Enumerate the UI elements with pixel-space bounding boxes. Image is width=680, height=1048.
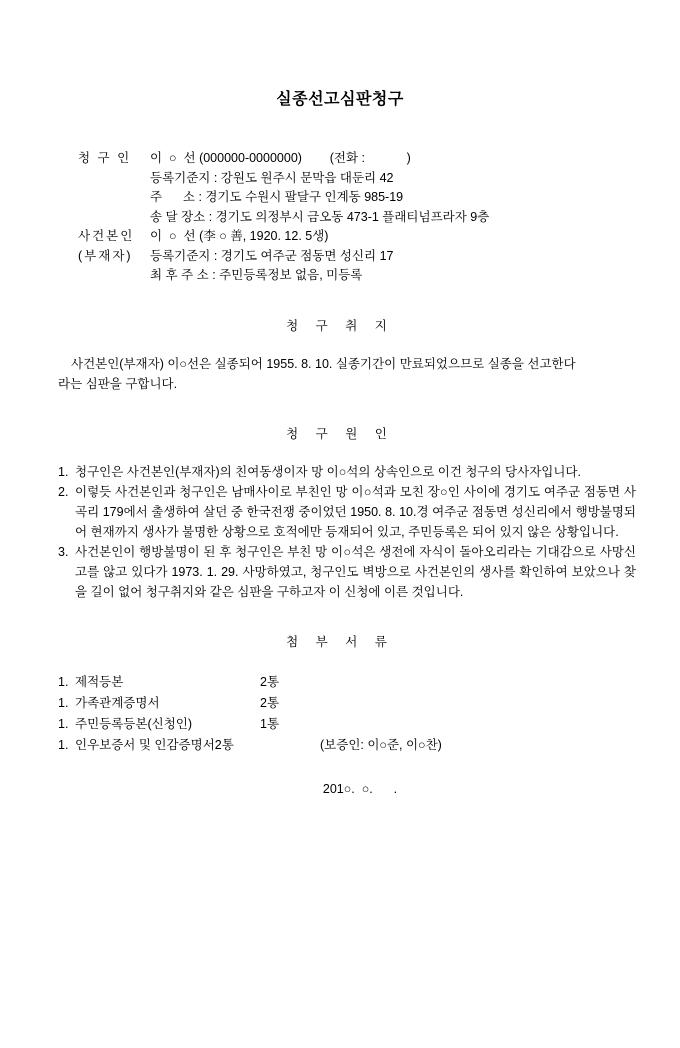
cause-list bbox=[0, 462, 680, 602]
attachment-list bbox=[0, 672, 680, 756]
party-label: 사건본인 bbox=[78, 229, 135, 243]
list-item-note: (보증인: 이○준, 이○찬) bbox=[320, 737, 442, 752]
list-item-text: 사건본인이 행방불명이 된 후 청구인은 부친 망 이○석은 생전에 자식이 돌아오리라는 기대감으로 사망신고를 않고 있다가 1973. 1. 29. 사망하였고, 청구인도 벽방으로 사건본인의 생사를 확인하여 보았으나 찾을 길이 없어 청구취지와 같은 심판을 구하고자 이 신청에 이른 것입니다. bbox=[75, 544, 636, 599]
party-row bbox=[78, 149, 640, 169]
party-label: 청 구 인 bbox=[78, 151, 132, 165]
list-item-marker: 2. bbox=[58, 484, 69, 499]
list-item-marker: 1. bbox=[58, 695, 69, 710]
list-item-count: 1통 bbox=[260, 716, 280, 731]
party-row: 주 소 : 경기도 수원시 팔달구 인계동 985-19 bbox=[150, 190, 404, 204]
party-row: 등록기준지 : 강원도 원주시 문막읍 대둔리 42 bbox=[150, 170, 394, 185]
party-row: 최 후 주 소 : 주민등록정보 없음, 미등록 bbox=[150, 268, 363, 282]
attachment-heading: 첨 부 서 류 bbox=[286, 634, 394, 649]
list-item-marker: 1. bbox=[58, 716, 69, 731]
party-row: 송 달 장소 : 경기도 의정부시 금오동 473-1 플래티넘프라자 9층 bbox=[150, 209, 490, 224]
page-title: 실종선고심판청구 bbox=[276, 91, 404, 108]
purpose-heading: 청 구 취 지 bbox=[286, 318, 394, 333]
list-item-name: 제적등본 bbox=[75, 674, 124, 689]
list-item-count: 2통 bbox=[260, 674, 280, 689]
list-item bbox=[58, 672, 680, 693]
party-label: (부재자) bbox=[78, 248, 133, 263]
purpose-body bbox=[0, 354, 680, 394]
list-item-note bbox=[320, 693, 680, 714]
list-item-marker: 1. bbox=[58, 674, 69, 689]
list-item-note bbox=[320, 714, 680, 735]
party-row bbox=[78, 247, 640, 267]
list-item-count: 2통 bbox=[260, 695, 280, 710]
party-value: 이 ○ 선 (李 ○ 善, 1920. 12. 5생) bbox=[150, 229, 329, 243]
list-item-marker: 1. bbox=[58, 737, 69, 752]
list-item-name: 주민등록등본(신청인) bbox=[75, 716, 193, 731]
list-item bbox=[58, 693, 680, 714]
list-item bbox=[58, 714, 680, 735]
purpose-paragraph: 사건본인(부재자) 이○선은 실종되어 1955. 8. 10. 실종기간이 만료되었으므로 실종을 선고한다 bbox=[71, 356, 576, 371]
list-item-marker: 1. bbox=[58, 464, 69, 479]
list-item bbox=[58, 542, 636, 602]
purpose-paragraph: 라는 심판을 구합니다. bbox=[58, 376, 178, 391]
list-item-name: 인우보증서 및 인감증명서2통 bbox=[75, 737, 234, 752]
list-item-count bbox=[260, 735, 320, 756]
list-item-name: 가족관계증명서 bbox=[75, 695, 160, 710]
party-value: 이 ○ 선 (000000-0000000) (전화 : ) bbox=[150, 151, 411, 165]
cause-heading: 청 구 원 인 bbox=[286, 426, 394, 441]
date-line: 201○. ○. . bbox=[322, 781, 398, 796]
party-row bbox=[78, 227, 640, 247]
list-item bbox=[58, 735, 680, 756]
list-item-note bbox=[320, 672, 680, 693]
document-page bbox=[0, 86, 680, 1048]
list-item-text: 이렇듯 사건본인과 청구인은 남매사이로 부친인 망 이○석과 모친 장○인 사이에 경기도 여주군 점동면 사곡리 179에서 출생하여 살던 중 한국전쟁 중이었던 1950. 8. 10.경 여주군 점동면 성신리에서 행방불명되어 현재까지 생사가 불명한 상황으로 호적에만 등재되어 있고, 주민등록은 되어 있지 않은 상황입니다. bbox=[75, 484, 636, 539]
list-item bbox=[58, 462, 636, 482]
list-item-marker: 3. bbox=[58, 544, 69, 559]
party-value: 등록기준지 : 경기도 여주군 점동면 성신리 17 bbox=[150, 248, 394, 263]
list-item-text: 청구인은 사건본인(부재자)의 친여동생이자 망 이○석의 상속인으로 이건 청구의 당사자입니다. bbox=[75, 464, 581, 479]
party-info-block bbox=[0, 149, 680, 286]
list-item bbox=[58, 482, 636, 542]
